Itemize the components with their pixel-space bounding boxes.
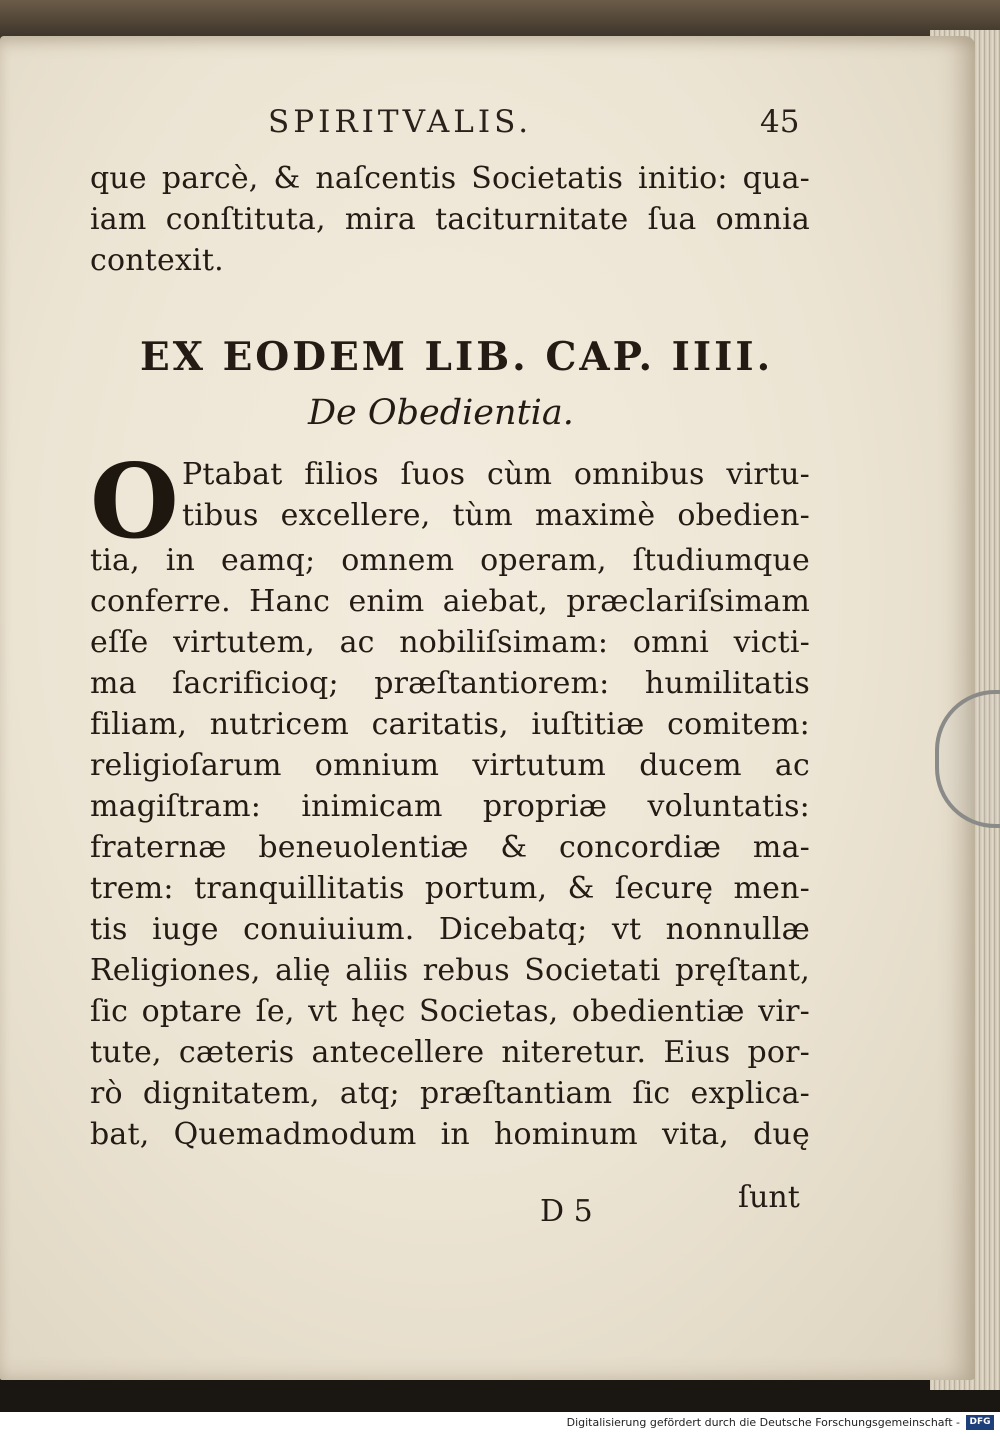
page-number: 45 [760,104,800,140]
text-line: ſic optare ſe, vt hęc Societas, obedientiæ vir- [90,994,810,1029]
dfg-logo-icon: DFG [966,1415,994,1430]
running-head: SPIRITVALIS. [268,104,533,140]
book-edge-top [0,0,1000,40]
footer-credit: Digitalisierung gefördert durch die Deutsche Forschungsgemeinschaft - [566,1416,960,1429]
body-paragraph [90,540,810,1155]
signature-mark: D 5 [540,1194,593,1229]
text-line: contexit. [90,243,224,278]
catchword: ſunt [738,1180,800,1215]
text-line: fraternæ beneuolentiæ & concordiæ ma- [90,830,810,865]
text-line: religioſarum omnium virtutum ducem ac [90,748,810,783]
text-line: filiam, nutricem caritatis, iuſtitiæ comitem: [90,707,810,742]
intro-paragraph [90,158,810,281]
text-line: tia, in eamq; omnem operam, ſtudiumque [90,543,810,578]
chapter-subtitle: De Obedientia. [308,393,574,433]
text-line: rò dignitatem, atq; præſtantiam ſic explica- [90,1076,810,1111]
text-line: tis iuge conuiuium. Dicebatq; vt nonnullæ [90,912,810,947]
text-line: tute, cæteris antecellere niteretur. Eius por- [90,1035,810,1070]
text-line: ma ſacrificioq; præſtantiorem: humilitatis [90,666,810,701]
text-line: que parcè, & naſcentis Societatis initio: qua- [90,161,810,196]
text-line: magiſtram: inimicam propriæ voluntatis: [90,789,810,824]
text-line: trem: tranquillitatis portum, & ſecurę men- [90,871,810,906]
text-line: eſſe virtutem, ac nobiliſsimam: omni victi- [90,625,810,660]
text-line: conferre. Hanc enim aiebat, præclariſsimam [90,584,810,619]
chapter-heading: EX EODEM LIB. CAP. IIII. [140,334,774,380]
dropcap-paragraph [182,454,810,536]
text-line: bat, Quemadmodum in hominum vita, duę [90,1117,810,1152]
drop-cap: O [90,442,179,562]
text-line: iam conſtituta, mira taciturnitate ſua omnia [90,202,810,237]
text-line: Religiones, alię aliis rebus Societati pręſtant, [90,953,810,988]
text-line: tibus excellere, tùm maximè obedien- [182,498,810,533]
text-line: Ptabat filios ſuos cùm omnibus virtu- [182,457,810,492]
footer-bar [0,1412,1000,1436]
